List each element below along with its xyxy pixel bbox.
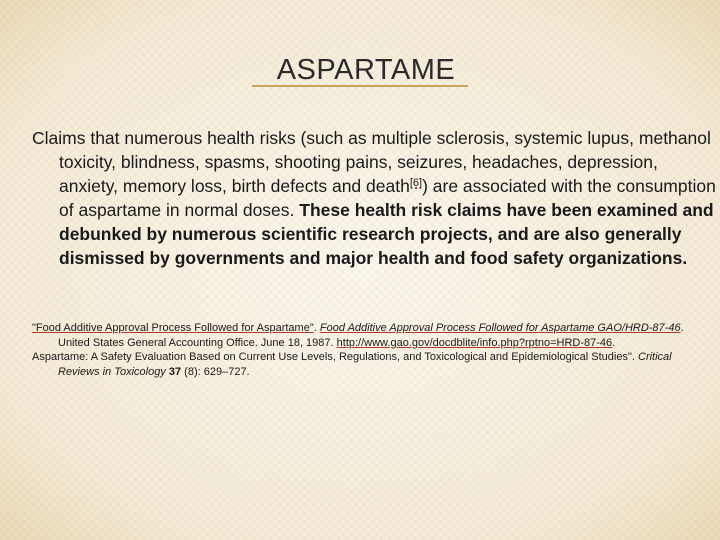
title-underline [252,85,468,87]
reference-1-report-link[interactable] [320,322,681,334]
citation-mark [410,177,422,189]
slide-title: ASPARTAME [276,54,456,86]
title-wrap [0,54,720,87]
references [32,321,702,379]
reference-1-details: . United States General Accounting Office. June 18, 1987. [58,322,684,349]
reference-1-end: . [612,336,616,349]
main-paragraph [32,126,719,270]
reference-2-volume: 37 [168,365,182,378]
reference-item-1 [32,321,702,350]
citation-link[interactable]: [6] [409,177,423,189]
reference-1-url-link[interactable]: http://www.gao.gov/docdblite/info.php?rptno=HRD-87-46 [336,336,613,349]
reference-1-sep: . [313,322,320,334]
intro-text: Claims that numerous health risks (such as multiple sclerosis, systemic lupus, methanol toxicity, blindness, spasms, shooting pains, seizures, headaches, depression, anxiety, memory loss, birth defects and death [32,128,711,196]
reference-2-text: Aspartame: A Safety Evaluation Based on Current Use Levels, Regulations, and Toxicological and Epidemiological Studies". [32,351,638,363]
reference-2-journal: Critical Reviews in Toxicology [58,351,672,378]
reference-1-title-link[interactable]: "Food Additive Approval Process Followed for Aspartame" [32,322,314,334]
reference-item-2 [32,350,702,379]
reference-2-issue-pages: (8): 629–727. [181,365,250,378]
reference-1-report-title: Food Additive Approval Process Followed for Aspartame GAO/HRD-87-46 [319,322,681,334]
bold-statement: These health risk claims have been examined and debunked by numerous scientific research projects, and are also generally dismissed by governments and major health and food safety organizations. [59,200,714,268]
after-citation-text: ) are associated with the consumption of aspartame in normal doses. [59,176,716,220]
